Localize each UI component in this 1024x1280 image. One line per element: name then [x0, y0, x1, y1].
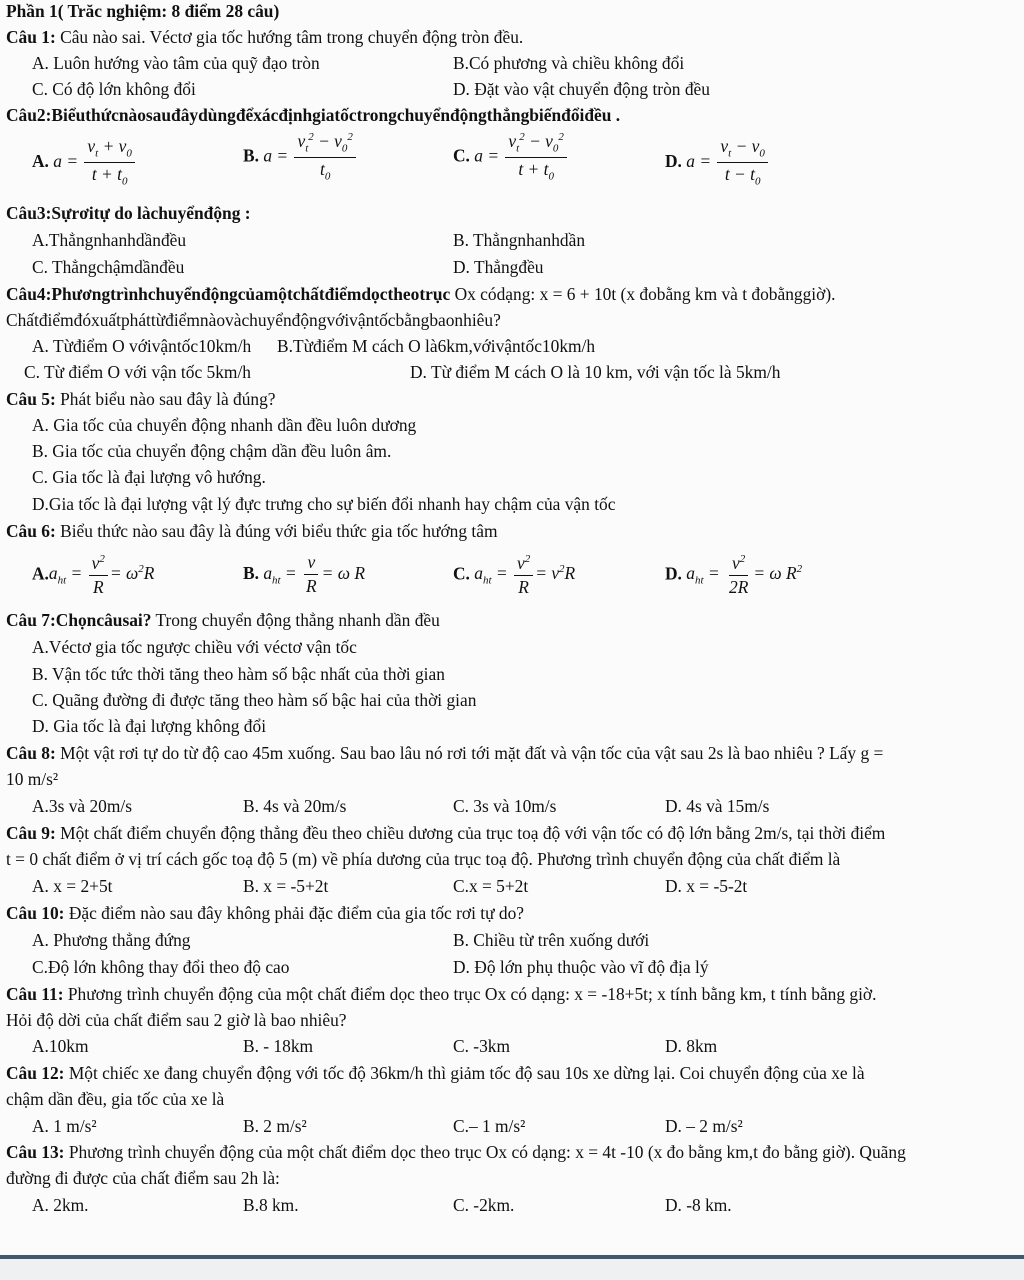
formula-d: $\frac{v_t - v_0}{t - t_0}$	[717, 138, 767, 188]
q10-option-a[interactable]: A. Phương thẳng đứng	[32, 930, 191, 950]
q13-option-d[interactable]: D. -8 km.	[665, 1195, 732, 1215]
q8-option-d[interactable]: D. 4s và 15m/s	[665, 796, 770, 816]
q10-option-b[interactable]: B. Chiều từ trên xuống dưới	[453, 930, 650, 950]
q1-option-d[interactable]: D. Đặt vào vật chuyển động tròn đều	[453, 79, 710, 99]
section-header: Phần 1( Trăc nghiệm: 8 điểm 28 câu)	[6, 1, 280, 21]
q12-option-c[interactable]: C.– 1 m/s²	[453, 1116, 526, 1136]
q3-option-c[interactable]: C. Thẳngchậmdầnđều	[32, 257, 185, 277]
q5-option-a[interactable]: A. Gia tốc của chuyển động nhanh dần đều luôn dương	[32, 415, 417, 435]
q4-option-c[interactable]: C. Từ điểm O với vận tốc 5km/h	[24, 362, 251, 382]
q10-option-d[interactable]: D. Độ lớn phụ thuộc vào vĩ độ địa lý	[453, 957, 709, 977]
formula-b: $\frac{v_t^2 - v_0^2}{t_0}$	[294, 132, 355, 183]
q1-option-b[interactable]: B.Có phương và chiều không đổi	[453, 53, 685, 73]
q1-option-c[interactable]: C. Có độ lớn không đổi	[32, 79, 196, 99]
q8-option-a[interactable]: A.3s và 20m/s	[32, 796, 132, 816]
q7-option-d[interactable]: D. Gia tốc là đại lượng không đổi	[32, 716, 267, 736]
q4-option-b[interactable]: B.Từđiểm M cách O là6km,vớivậntốc10km/h	[277, 336, 596, 356]
q6-option-c[interactable]: C. $a_{ht}$ = $\frac{v^2}{R}$ = $v^2R$	[453, 552, 576, 598]
formula-c: $\frac{v_t^2 - v_0^2}{t + t_0}$	[505, 132, 566, 183]
question-7: Câu 7:Chọncâusai? Trong chuyển động thẳng nhanh dần đều	[6, 610, 440, 630]
question-11: Câu 11: Phương trình chuyển động của một chất điểm dọc theo trục Ox có dạng: x = -18+5t; x tính bằng km, t tính bằng giờ.	[6, 984, 877, 1004]
q3-option-d[interactable]: D. Thẳngđều	[453, 257, 544, 277]
question-8-line2: 10 m/s²	[6, 769, 59, 789]
question-9: Câu 9: Một chất điểm chuyển động thẳng đều theo chiều dương của trục toạ độ với vận tốc có độ lớn bằng 2m/s, tại thời điểm	[6, 823, 886, 843]
question-13: Câu 13: Phương trình chuyển động của một chất điểm dọc theo trục Ox có dạng: x = 4t -10 (x đo bằng km,t đo bằng giờ). Quãng	[6, 1142, 906, 1162]
question-12-line2: chậm dần đều, gia tốc của xe là	[6, 1089, 225, 1109]
question-12: Câu 12: Một chiếc xe đang chuyển động với tốc độ 36km/h thì giảm tốc độ sau 10s xe dừng lại. Coi chuyển động của xe là	[6, 1063, 865, 1083]
question-2: Câu2:Biểuthứcnàosauđâydùngđểxácđịnhgiatốctrongchuyểnđộngthẳngbiếnđổiđều .	[6, 105, 621, 125]
q8-option-b[interactable]: B. 4s và 20m/s	[243, 796, 347, 816]
q9-option-a[interactable]: A. x = 2+5t	[32, 876, 113, 896]
question-5: Câu 5: Phát biểu nào sau đây là đúng?	[6, 389, 276, 409]
q3-option-a[interactable]: A.Thẳngnhanhdầnđều	[32, 230, 187, 250]
q9-option-d[interactable]: D. x = -5-2t	[665, 876, 748, 896]
question-10: Câu 10: Đặc điểm nào sau đây không phải đặc điểm của gia tốc rơi tự do?	[6, 903, 524, 923]
q9-option-b[interactable]: B. x = -5+2t	[243, 876, 329, 896]
q13-option-c[interactable]: C. -2km.	[453, 1195, 515, 1215]
q7-option-c[interactable]: C. Quãng đường đi được tăng theo hàm số bậc hai của thời gian	[32, 690, 477, 710]
question-1: Câu 1: Câu nào sai. Véctơ gia tốc hướng tâm trong chuyển động tròn đều.	[6, 27, 524, 47]
q12-option-a[interactable]: A. 1 m/s²	[32, 1116, 97, 1136]
q11-option-b[interactable]: B. - 18km	[243, 1036, 314, 1056]
q8-option-c[interactable]: C. 3s và 10m/s	[453, 796, 557, 816]
question-4: Câu4:Phươngtrìnhchuyểnđộngcủamộtchấtđiểmdọctheotrục Ox códạng: x = 6 + 10t (x đobằng km và t đobằnggiờ).	[6, 284, 836, 304]
q5-option-b[interactable]: B. Gia tốc của chuyển động chậm dần đều luôn âm.	[32, 441, 392, 461]
q12-option-d[interactable]: D. – 2 m/s²	[665, 1116, 743, 1136]
q6-option-a[interactable]: $A.a_{ht}$ = $\frac{v^2}{R}$ = $\omega^2R$	[32, 552, 155, 598]
q2-option-a[interactable]: A. a = $\frac{v_t + v_0}{t + t_0}$	[32, 138, 137, 188]
question-6: Câu 6: Biểu thức nào sau đây là đúng với biểu thức gia tốc hướng tâm	[6, 521, 498, 541]
q1-option-a[interactable]: A. Luôn hướng vào tâm của quỹ đạo tròn	[32, 53, 320, 73]
question-9-line2: t = 0 chất điểm ở vị trí cách gốc toạ độ 5 (m) về phía dương của trục toạ độ. Phương trình chuyển động của chất điểm là	[6, 849, 841, 869]
q2-option-c[interactable]: C. a = $\frac{v_t^2 - v_0^2}{t + t_0}$	[453, 132, 569, 183]
q4-option-d[interactable]: D. Từ điểm M cách O là 10 km, với vận tốc là 5km/h	[410, 362, 781, 382]
q9-option-c[interactable]: C.x = 5+2t	[453, 876, 529, 896]
q11-option-d[interactable]: D. 8km	[665, 1036, 718, 1056]
q10-option-c[interactable]: C.Độ lớn không thay đổi theo độ cao	[32, 957, 290, 977]
q12-option-b[interactable]: B. 2 m/s²	[243, 1116, 307, 1136]
question-4-line2: Chấtđiểmđóxuấtpháttừđiểmnàovàchuyểnđộngvớivậntốcbằngbaonhiêu?	[6, 310, 501, 330]
q13-option-a[interactable]: A. 2km.	[32, 1195, 89, 1215]
q6-option-d[interactable]: D. $a_{ht}$ = $\frac{v^2}{2R}$ = ω $R^2$	[665, 552, 803, 598]
question-3: Câu3:Sựrơitự do làchuyểnđộng :	[6, 203, 251, 223]
formula-a: $\frac{v_t + v_0}{t + t_0}$	[84, 138, 134, 188]
q11-option-c[interactable]: C. -3km	[453, 1036, 511, 1056]
q13-option-b[interactable]: B.8 km.	[243, 1195, 299, 1215]
q4-option-a[interactable]: A. Từđiểm O vớivậntốc10km/h	[32, 336, 252, 356]
question-8: Câu 8: Một vật rơi tự do từ độ cao 45m xuống. Sau bao lâu nó rơi tới mặt đất và vận tốc của vật sau 2s là bao nhiêu ? Lấy g =	[6, 743, 884, 763]
q7-option-b[interactable]: B. Vận tốc tức thời tăng theo hàm số bậc nhất của thời gian	[32, 664, 445, 684]
q2-option-d[interactable]: D. a = $\frac{v_t - v_0}{t - t_0}$	[665, 138, 770, 188]
q5-option-d[interactable]: D.Gia tốc là đại lượng vật lý đực trưng cho sự biến đổi nhanh hay chậm của vận tốc	[32, 494, 616, 514]
q5-option-c[interactable]: C. Gia tốc là đại lượng vô hướng.	[32, 467, 266, 487]
footer-strip	[0, 1259, 1024, 1280]
q6-option-b[interactable]: B. $a_{ht}$ = $\frac{v}{R}$ = ω R	[243, 552, 365, 597]
question-11-line2: Hỏi độ dời của chất điểm sau 2 giờ là bao nhiêu?	[6, 1010, 347, 1030]
q11-option-a[interactable]: A.10km	[32, 1036, 89, 1056]
q3-option-b[interactable]: B. Thẳngnhanhdần	[453, 230, 586, 250]
q7-option-a[interactable]: A.Véctơ gia tốc ngược chiều với véctơ vận tốc	[32, 637, 357, 657]
question-13-line2: đường đi được của chất điểm sau 2h là:	[6, 1168, 280, 1188]
q2-option-b[interactable]: B. a = $\frac{v_t^2 - v_0^2}{t_0}$	[243, 132, 358, 183]
